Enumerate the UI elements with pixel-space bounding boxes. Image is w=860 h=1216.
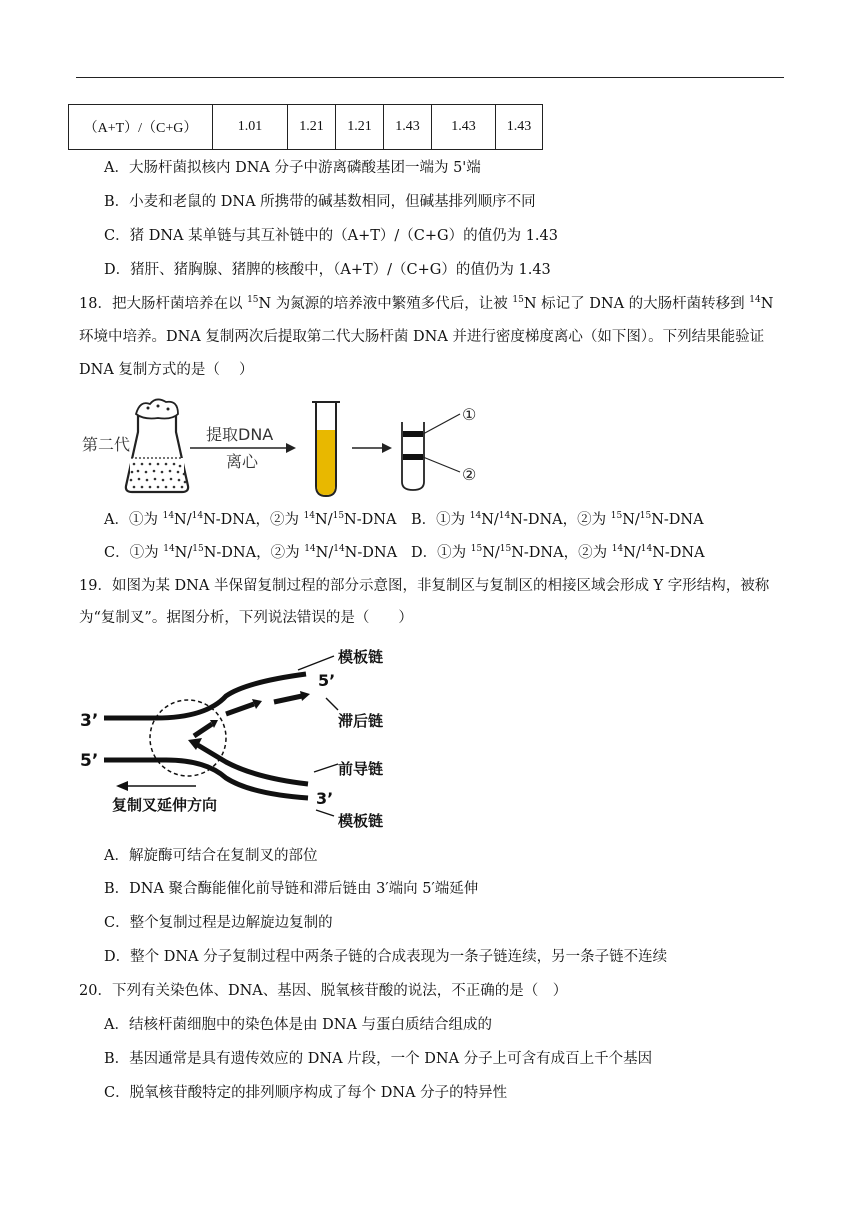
end-5-left: 5’ (80, 751, 99, 771)
q17-option-a: A．大肠杆菌拟核内 DNA 分子中游离磷酸基团一端为 5'端 (104, 160, 481, 176)
end-3-left: 3’ (80, 711, 99, 731)
superscript: 14 (304, 544, 316, 554)
end-3-right: 3’ (316, 789, 334, 808)
text: N/ (315, 545, 334, 561)
flask-icon (126, 399, 188, 492)
table-cell: 1.43 (496, 105, 543, 150)
result-tube-icon (402, 414, 460, 490)
q18-stem-line1 (79, 294, 773, 314)
superscript: 15 (470, 544, 483, 554)
superscript: 14 (640, 544, 653, 554)
superscript: 15 (512, 295, 524, 305)
text: N-DNA (652, 545, 705, 561)
q18-stem-line2: 环境中培养。DNA 复制两次后提取第二代大肠杆菌 DNA 并进行密度梯度离心（如下图）。下列结果能验证 (79, 329, 765, 345)
table-cell: 1.43 (384, 105, 432, 150)
table-row (69, 105, 543, 150)
superscript: 15 (499, 544, 512, 554)
superscript: 14 (469, 511, 482, 521)
label-lagging: 滞后链 (338, 712, 384, 730)
superscript: 14 (749, 295, 761, 305)
text: N-DNA (651, 512, 704, 528)
arrow-label-extract: 提取DNA (206, 425, 274, 444)
lagging-fragment (194, 724, 212, 736)
q17-option-c: C．猪 DNA 某单链与其互补链中的（A+T）/（C+G）的值仍为 1.43 (104, 228, 558, 244)
table-cell: 1.43 (432, 105, 496, 150)
superscript: 15 (639, 511, 652, 521)
q19-option-a: A．解旋酶可结合在复制叉的部位 (104, 848, 318, 864)
lagging-fragment (274, 696, 302, 702)
flask-label: 第二代 (82, 435, 131, 454)
text: N/ (315, 512, 333, 528)
q18-option-b (411, 508, 704, 529)
header-rule (76, 77, 784, 78)
text: N-DNA，②为 (203, 512, 304, 528)
text: N (760, 296, 774, 312)
ratio-table (68, 104, 543, 150)
arrow-label-centrifuge: 离心 (226, 452, 259, 471)
q19-option-b: B．DNA 聚合酶能催化前导链和滞后链由 3′端向 5′端延伸 (104, 881, 479, 897)
q18-option-d (411, 541, 705, 562)
replication-fork-circle (150, 700, 226, 776)
direction-label: 复制叉延伸方向 (112, 796, 218, 814)
superscript: 14 (191, 511, 204, 521)
text: N 为氮源的培养液中繁殖多代后，让被 (258, 296, 513, 312)
text: A．①为 (104, 512, 163, 528)
lagging-fragment (226, 704, 254, 714)
end-5-right: 5’ (318, 671, 336, 690)
label-leading: 前导链 (338, 760, 384, 778)
text: N-DNA，②为 (511, 545, 612, 561)
superscript: 15 (247, 295, 259, 305)
superscript: 14 (498, 511, 511, 521)
q17-option-b: B．小麦和老鼠的 DNA 所携带的碱基数相同，但碱基排列顺序不同 (104, 194, 536, 210)
q20-option-b: B．基因通常是具有遗传效应的 DNA 片段，一个 DNA 分子上可含有成百上千个基因 (104, 1051, 653, 1067)
q18-option-a (104, 508, 396, 529)
q18-option-c (104, 541, 397, 562)
table-cell: 1.21 (288, 105, 336, 150)
text: 18．把大肠杆菌培养在以 (79, 296, 248, 312)
q19-stem-line1: 19．如图为某 DNA 半保留复制过程的部分示意图，非复制区与复制区的相接区域会形成 Y 字形结构，被称 (79, 578, 770, 594)
superscript: 15 (192, 544, 204, 554)
band-1-label: ① (462, 405, 477, 424)
text: N/ (174, 512, 192, 528)
text: D．①为 (411, 545, 471, 561)
centrifuge-figure (76, 392, 496, 502)
label-template-bottom: 模板链 (338, 812, 384, 830)
text: C．①为 (104, 545, 164, 561)
band-2 (403, 454, 423, 460)
q17-option-d: D．猪肝、猪胸腺、猪脾的核酸中，（A+T）/（C+G）的值仍为 1.43 (104, 262, 551, 278)
superscript: 15 (610, 511, 623, 521)
q18-stem-line3: DNA 复制方式的是（ ） (79, 362, 254, 378)
q20-option-c: C．脱氧核苷酸特定的排列顺序构成了每个 DNA 分子的特异性 (104, 1085, 508, 1101)
superscript: 15 (332, 511, 345, 521)
label-template-top: 模板链 (338, 648, 384, 666)
replication-fork-figure (76, 638, 406, 834)
table-cell: 1.21 (336, 105, 384, 150)
text: N-DNA，②为 (203, 545, 305, 561)
q20-option-a: A．结核杆菌细胞中的染色体是由 DNA 与蛋白质结合组成的 (104, 1017, 492, 1033)
superscript: 14 (163, 544, 175, 554)
q20-stem: 20．下列有关染色体、DNA、基因、脱氧核苷酸的说法，不正确的是（ ） (79, 983, 568, 999)
text: N-DNA (344, 512, 397, 528)
q19-option-d: D．整个 DNA 分子复制过程中两条子链的合成表现为一条子链连续，另一条子链不连续 (104, 949, 668, 965)
text: B．①为 (411, 512, 470, 528)
table-label-cell: （A+T）/（C+G） (69, 105, 213, 150)
leading-strand (196, 744, 308, 784)
superscript: 14 (333, 544, 345, 554)
text: N-DNA (344, 545, 398, 561)
superscript: 14 (611, 544, 624, 554)
test-tube-icon (312, 402, 340, 496)
table-cell: 1.01 (213, 105, 288, 150)
q19-stem-line2: 为“复制叉”。据图分析，下列说法错误的是（ ） (79, 610, 413, 626)
text: N/ (174, 545, 193, 561)
superscript: 14 (162, 511, 175, 521)
text: N-DNA，②为 (510, 512, 611, 528)
band-1 (403, 431, 423, 437)
q19-option-c: C．整个复制过程是边解旋边复制的 (104, 915, 333, 931)
band-2-label: ② (462, 465, 477, 484)
template-strand-top (104, 674, 306, 718)
text: N 标记了 DNA 的大肠杆菌转移到 (523, 296, 750, 312)
text: N/ (623, 545, 641, 561)
superscript: 14 (303, 511, 316, 521)
text: N/ (481, 512, 499, 528)
text: N/ (482, 545, 500, 561)
text: N/ (622, 512, 640, 528)
